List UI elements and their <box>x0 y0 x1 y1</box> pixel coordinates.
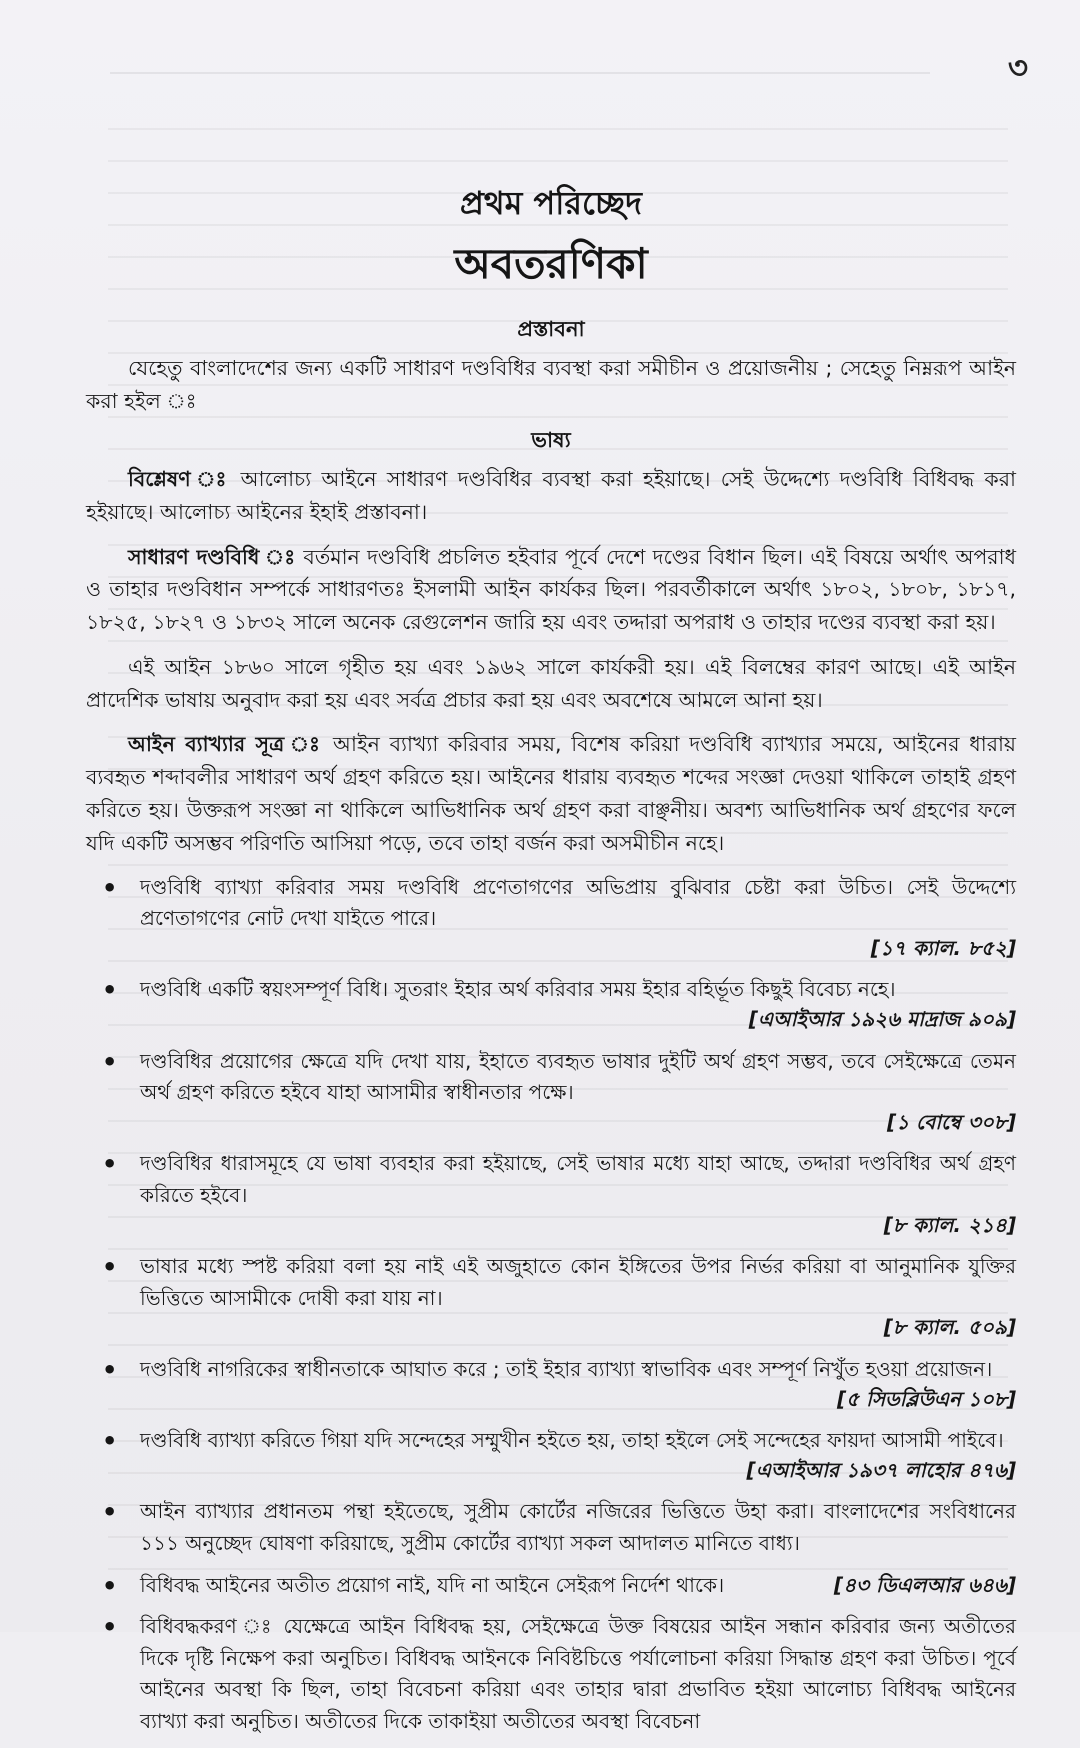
chapter-heading: প্রথম পরিচ্ছেদ <box>460 184 642 222</box>
history-paragraph <box>86 651 1016 717</box>
bullet-text: দণ্ডবিধি নাগরিকের স্বাধীনতাকে আঘাত করে ; তাই ইহার ব্যাখ্যা স্বাভাবিক এবং সম্পূর্ণ নিখুঁত হওয়া প্রয়োজন। <box>140 1356 993 1381</box>
analysis-lead: বিশ্লেষণ ঃ <box>128 466 231 491</box>
bullet-citation: [৮ ক্যাল. ৫০৯] <box>883 1315 1016 1340</box>
bullet-text: বিধিবদ্ধ আইনের অতীত প্রয়োগ নাই, যদি না আইনে সেইরূপ নির্দেশ থাকে। <box>140 1572 725 1597</box>
list-item <box>86 974 1016 1035</box>
interpretation-text: আইন ব্যাখ্যা করিবার সময়, বিশেষ করিয়া দণ্ডবিধি ব্যাখ্যার সময়ে, আইনের ধারায় ব্যবহৃত শব্দাবলীর সাধারণ অর্থ গ্রহণ করিতে হয়। আইনের ধারায় ব্যবহৃত শব্দের সংজ্ঞা দেওয়া থাকিলে তাহাই গ্রহণ করিতে হয়। উক্তরূপ সংজ্ঞা না থাকিলে আভিধানিক অর্থ গ্রহণ করা বাঞ্ছনীয়। অবশ্য আভিধানিক অর্থ গ্রহণের ফলে যদি একটি অসম্ভব পরিণতি আসিয়া পড়ে, তবে তাহা বর্জন করা অসমীচীন নহে। <box>86 732 1016 855</box>
preamble-paragraph <box>86 352 1016 418</box>
main-heading: অবতরণিকা <box>454 238 648 288</box>
list-item <box>86 1611 1016 1737</box>
bullet-dot-icon: • <box>102 1150 118 1179</box>
preamble-label: প্রস্তাবনা <box>517 316 585 341</box>
list-item <box>86 872 1016 965</box>
list-item <box>86 1425 1016 1486</box>
bullet-text: ভাষার মধ্যে স্পষ্ট করিয়া বলা হয় নাই এই অজুহাতে কোন ইঙ্গিতের উপর নির্ভর করিয়া বা আনুমানিক যুক্তির ভিত্তিতে আসামীকে দোষী করা যায় না। <box>140 1254 1016 1310</box>
bullet-citation: [৫ সিডব্লিউএন ১০৮] <box>837 1386 1016 1411</box>
page-content <box>86 185 1016 1748</box>
bullet-text: দণ্ডবিধি ব্যাখ্যা করিবার সময় দণ্ডবিধি প্রণেতাগণের অভিপ্রায় বুঝিবার চেষ্টা করা উচিত। সেই উদ্দেশ্যে প্রণেতাগণের নোট দেখা যাইতে পারে। <box>140 874 1016 931</box>
bullet-citation: [৪৩ ডিএলআর ৬৪৬] <box>833 1572 1016 1597</box>
bullet-dot-icon: • <box>102 1571 118 1600</box>
analysis-paragraph <box>86 463 1016 529</box>
bullet-text: দণ্ডবিধির প্রয়োগের ক্ষেত্রে যদি দেখা যায়, ইহাতে ব্যবহৃত ভাষার দুইটি অর্থ গ্রহণ সম্ভব, তবে সেইক্ষেত্রে তেমন অর্থ গ্রহণ করিতে হইবে যাহা আসামীর স্বাধীনতার পক্ষে। <box>140 1048 1016 1105</box>
bullet-text: দণ্ডবিধি একটি স্বয়ংসম্পূর্ণ বিধি। সুতরাং ইহার অর্থ করিবার সময় ইহার বহির্ভূত কিছুই বিবেচ্য নহে। <box>140 977 896 1002</box>
bullet-dot-icon: • <box>102 1047 118 1076</box>
commentary-label: ভাষ্য <box>531 427 571 452</box>
bullet-citation: [এআইআর ১৯২৬ মাদ্রাজ ৯০৯] <box>748 1007 1016 1032</box>
preamble-text: যেহেতু বাংলাদেশের জন্য একটি সাধারণ দণ্ডবিধির ব্যবস্থা করা সমীচীন ও প্রয়োজনীয় ; সেহেতু নিম্নরূপ আইন করা হইল ঃ <box>86 356 1016 413</box>
bullet-dot-icon: • <box>102 1253 118 1282</box>
list-item <box>86 1354 1016 1415</box>
interpretation-bullets <box>86 872 1016 1738</box>
bullet-citation: [১৭ ক্যাল. ৮৫২] <box>870 935 1016 960</box>
list-item <box>86 1570 1016 1602</box>
bullet-text: বিধিবদ্ধকরণ ঃ যেক্ষেত্রে আইন বিধিবদ্ধ হয়, সেইক্ষেত্রে উক্ত বিষয়ের আইন সন্ধান করিবার জন্য অতীতের দিকে দৃষ্টি নিক্ষেপ করা অনুচিত। বিধিবদ্ধ আইনকে নিবিষ্টচিত্তে পর্যালোচনা করিয়া সিদ্ধান্ত গ্রহণ করা উচিত। পূর্বে আইনের অবস্থা কি ছিল, তাহা বিবেচনা করিয়া এবং তাহার দ্বারা প্রভাবিত হইয়া আলোচ্য বিধিবদ্ধ আইনের ব্যাখ্যা করা অনুচিত। অতীতের দিকে তাকাইয়া অতীতের অবস্থা বিবেচনা <box>140 1614 1016 1733</box>
analysis-text: আলোচ্য আইনে সাধারণ দণ্ডবিধির ব্যবস্থা করা হইয়াছে। সেই উদ্দেশ্যে দণ্ডবিধি বিধিবদ্ধ করা হইয়াছে। আলোচ্য আইনের ইহাই প্রস্তাবনা। <box>86 466 1016 524</box>
list-item <box>86 1251 1016 1344</box>
bullet-dot-icon: • <box>102 1613 118 1642</box>
bullet-citation: [এআইআর ১৯৩৭ লাহোর ৪৭৬] <box>746 1457 1016 1482</box>
bullet-dot-icon: • <box>102 1355 118 1384</box>
general-penal-code-paragraph <box>86 541 1016 639</box>
bullet-text: আইন ব্যাখ্যার প্রধানতম পন্থা হইতেছে, সুপ্রীম কোর্টের নজিরের ভিত্তিতে উহা করা। বাংলাদেশের সংবিধানের ১১১ অনুচ্ছেদ ঘোষণা করিয়াছে, সুপ্রীম কোর্টের ব্যাখ্যা সকল আদালত মানিতে বাধ্য। <box>140 1499 1016 1555</box>
interpretation-paragraph <box>86 728 1016 859</box>
general-penal-code-lead: সাধারণ দণ্ডবিধি ঃ <box>128 544 297 569</box>
bullet-citation: [৮ ক্যাল. ২১৪] <box>883 1212 1016 1237</box>
bullet-citation: [১ বোম্বে ৩০৮] <box>886 1109 1016 1134</box>
list-item <box>86 1046 1016 1139</box>
bullet-text: দণ্ডবিধির ধারাসমূহে যে ভাষা ব্যবহার করা হইয়াছে, সেই ভাষার মধ্যে যাহা আছে, তদ্দারা দণ্ডবিধির অর্থ গ্রহণ করিতে হইবে। <box>140 1151 1016 1208</box>
page-number: ৩ <box>1007 50 1028 86</box>
bullet-dot-icon: • <box>102 976 118 1005</box>
list-item <box>86 1496 1016 1559</box>
interpretation-lead: আইন ব্যাখ্যার সূত্র ঃ <box>128 732 324 757</box>
history-text: এই আইন ১৮৬০ সালে গৃহীত হয় এবং ১৯৬২ সালে কার্যকরী হয়। এই বিলম্বের কারণ আছে। এই আইন প্রাদেশিক ভাষায় অনুবাদ করা হয় এবং সর্বত্র প্রচার করা হয় এবং অবশেষে আমলে আনা হয়। <box>86 654 1016 712</box>
bullet-dot-icon: • <box>102 1498 118 1527</box>
general-penal-code-text: বর্তমান দণ্ডবিধি প্রচলিত হইবার পূর্বে দেশে দণ্ডের বিধান ছিল। এই বিষয়ে অর্থাৎ অপরাধ ও তাহার দণ্ডবিধান সম্পর্কে সাধারণতঃ ইসলামী আইন কার্যকর ছিল। পরবর্তীকালে অর্থাৎ ১৮০২, ১৮০৮, ১৮১৭, ১৮২৫, ১৮২৭ ও ১৮৩২ সালে অনেক রেগুলেশন জারি হয় এবং তদ্দারা অপরাধ ও তাহার দণ্ডের ব্যবস্থা করা হয়। <box>86 544 1017 635</box>
bleed-through-running-head <box>110 42 930 74</box>
bullet-text: দণ্ডবিধি ব্যাখ্যা করিতে গিয়া যদি সন্দেহের সম্মুখীন হইতে হয়, তাহা হইলে সেই সন্দেহের ফায়দা আসামী পাইবে। <box>140 1428 1004 1453</box>
bullet-dot-icon: • <box>102 1427 118 1456</box>
bullet-dot-icon: • <box>102 873 118 902</box>
list-item <box>86 1148 1016 1241</box>
